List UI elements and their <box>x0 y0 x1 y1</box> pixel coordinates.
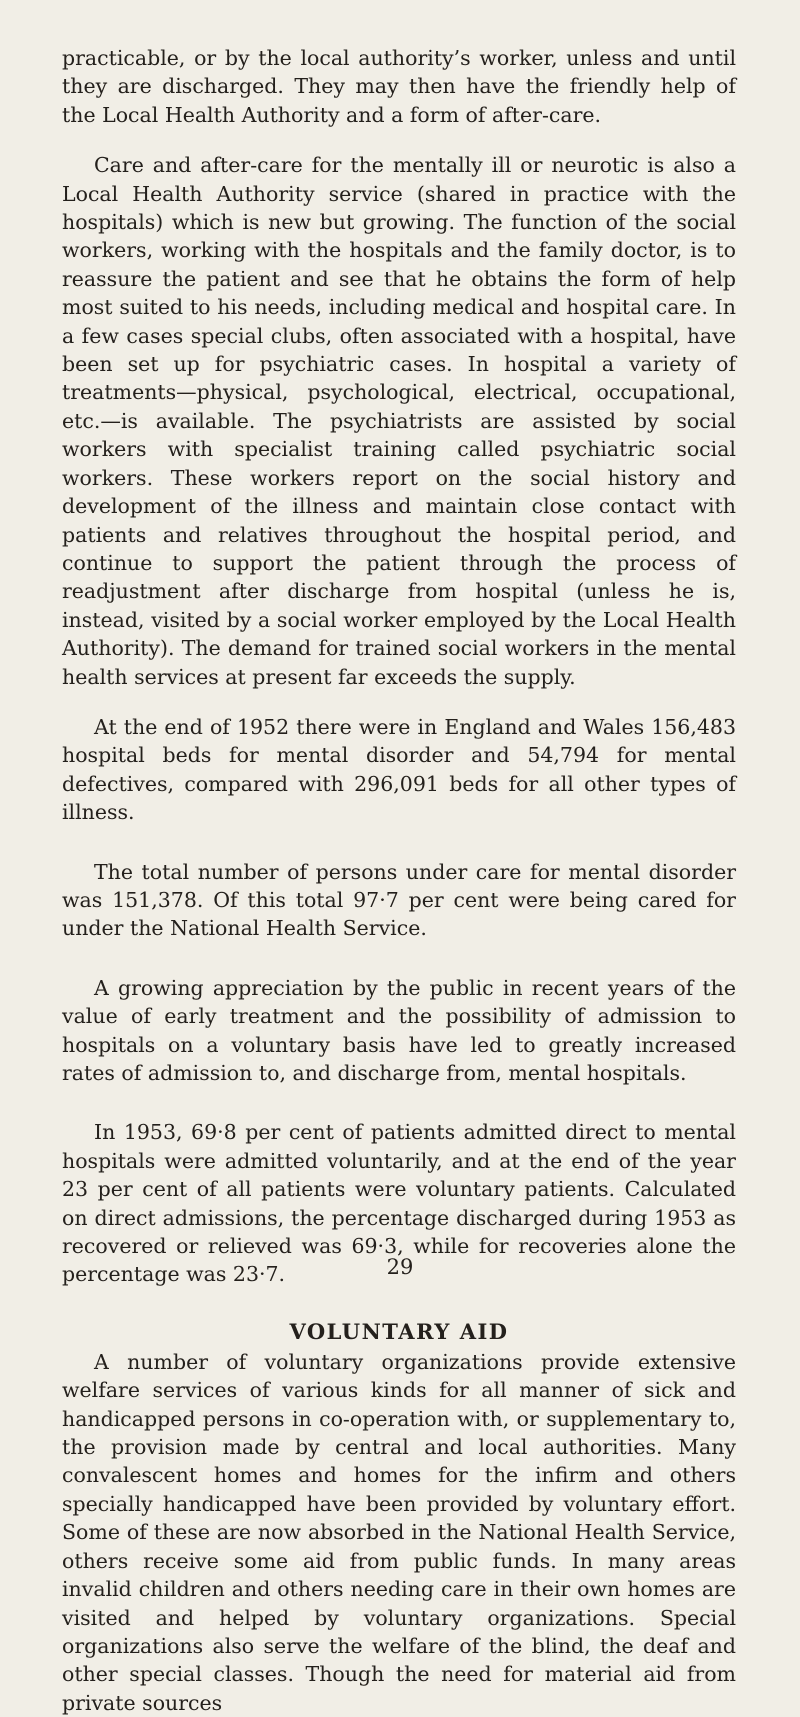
document-page <box>62 44 736 1717</box>
paragraph-persons-under-care: The total number of persons under care for mental disorder was 151,378. Of this total 97·7 per cent were being cared for under the National Health Service. <box>62 859 736 941</box>
paragraph-public-appreciation: A growing appreciation by the public in recent years of the value of early treatment and the possibility of admission to hospitals on a voluntary basis have led to greatly increased rates of admission to, and discharge from, mental hospitals. <box>62 975 736 1085</box>
paragraph-voluntary-organizations: A number of voluntary organizations provide extensive welfare services of various kinds for all manner of sick and handicapped persons in co-operation with, or supplementary to, the provision made by central and local authorities. Many convalescent homes and homes for the infirm and others specially handicapped have been provided by voluntary effort. Some of these are now absorbed in the National Health Service, others receive some aid from public funds. In many areas invalid children and others needing care in their own homes are visited and helped by voluntary organizations. Special organizations also serve the welfare of the blind, the deaf and other special classes. Though the need for material aid from private sources <box>62 1349 736 1715</box>
page-number: 29 <box>386 1255 414 1279</box>
paragraph-after-care-continuation: practicable, or by the local authority’s worker, unless and until they are discharged. They may then have the friendly help of the Local Health Authority and a form of after-care. <box>62 46 736 127</box>
paragraph-mental-health-care: Care and after-care for the mentally ill or neurotic is also a Local Health Authority service (shared in practice with the hospitals) which is new but growing. The function of the social workers, working with the hospitals and the family doctor, is to reassure the patient and see that he obtains the form of help most suited to his needs, including medical and hospital care. In a few cases special clubs, often associated with a hospital, have been set up for psychiatric cases. In hospital a variety of treatments—physical, psychological, electrical, occupational, etc.—is available. The psychiatrists are assisted by social workers with specialist training called psychiatric social workers. These workers report on the social history and development of the illness and maintain close contact with patients and relatives throughout the hospital period, and continue to support the patient through the process of readjustment after discharge from hospital (unless he is, instead, visited by a social worker employed by the Local Health Authority). The demand for trained social workers in the mental health services at present far exceeds the supply. <box>62 153 736 689</box>
section-heading-voluntary-aid: VOLUNTARY AID <box>289 1318 509 1344</box>
paragraph-1953-admissions: In 1953, 69·8 per cent of patients admitted direct to mental hospitals were admitted voluntarily, and at the end of the year 23 per cent of all patients were voluntary patients. Calculated on direct admissions, the percentage discharged during 1953 as recovered or relieved was 69·3, while for recoveries alone the percentage was 23·7. <box>62 1120 736 1287</box>
paragraph-hospital-beds: At the end of 1952 there were in England and Wales 156,483 hospital beds for mental disorder and 54,794 for mental defectives, compared with 296,091 beds for all other types of illness. <box>62 714 736 825</box>
